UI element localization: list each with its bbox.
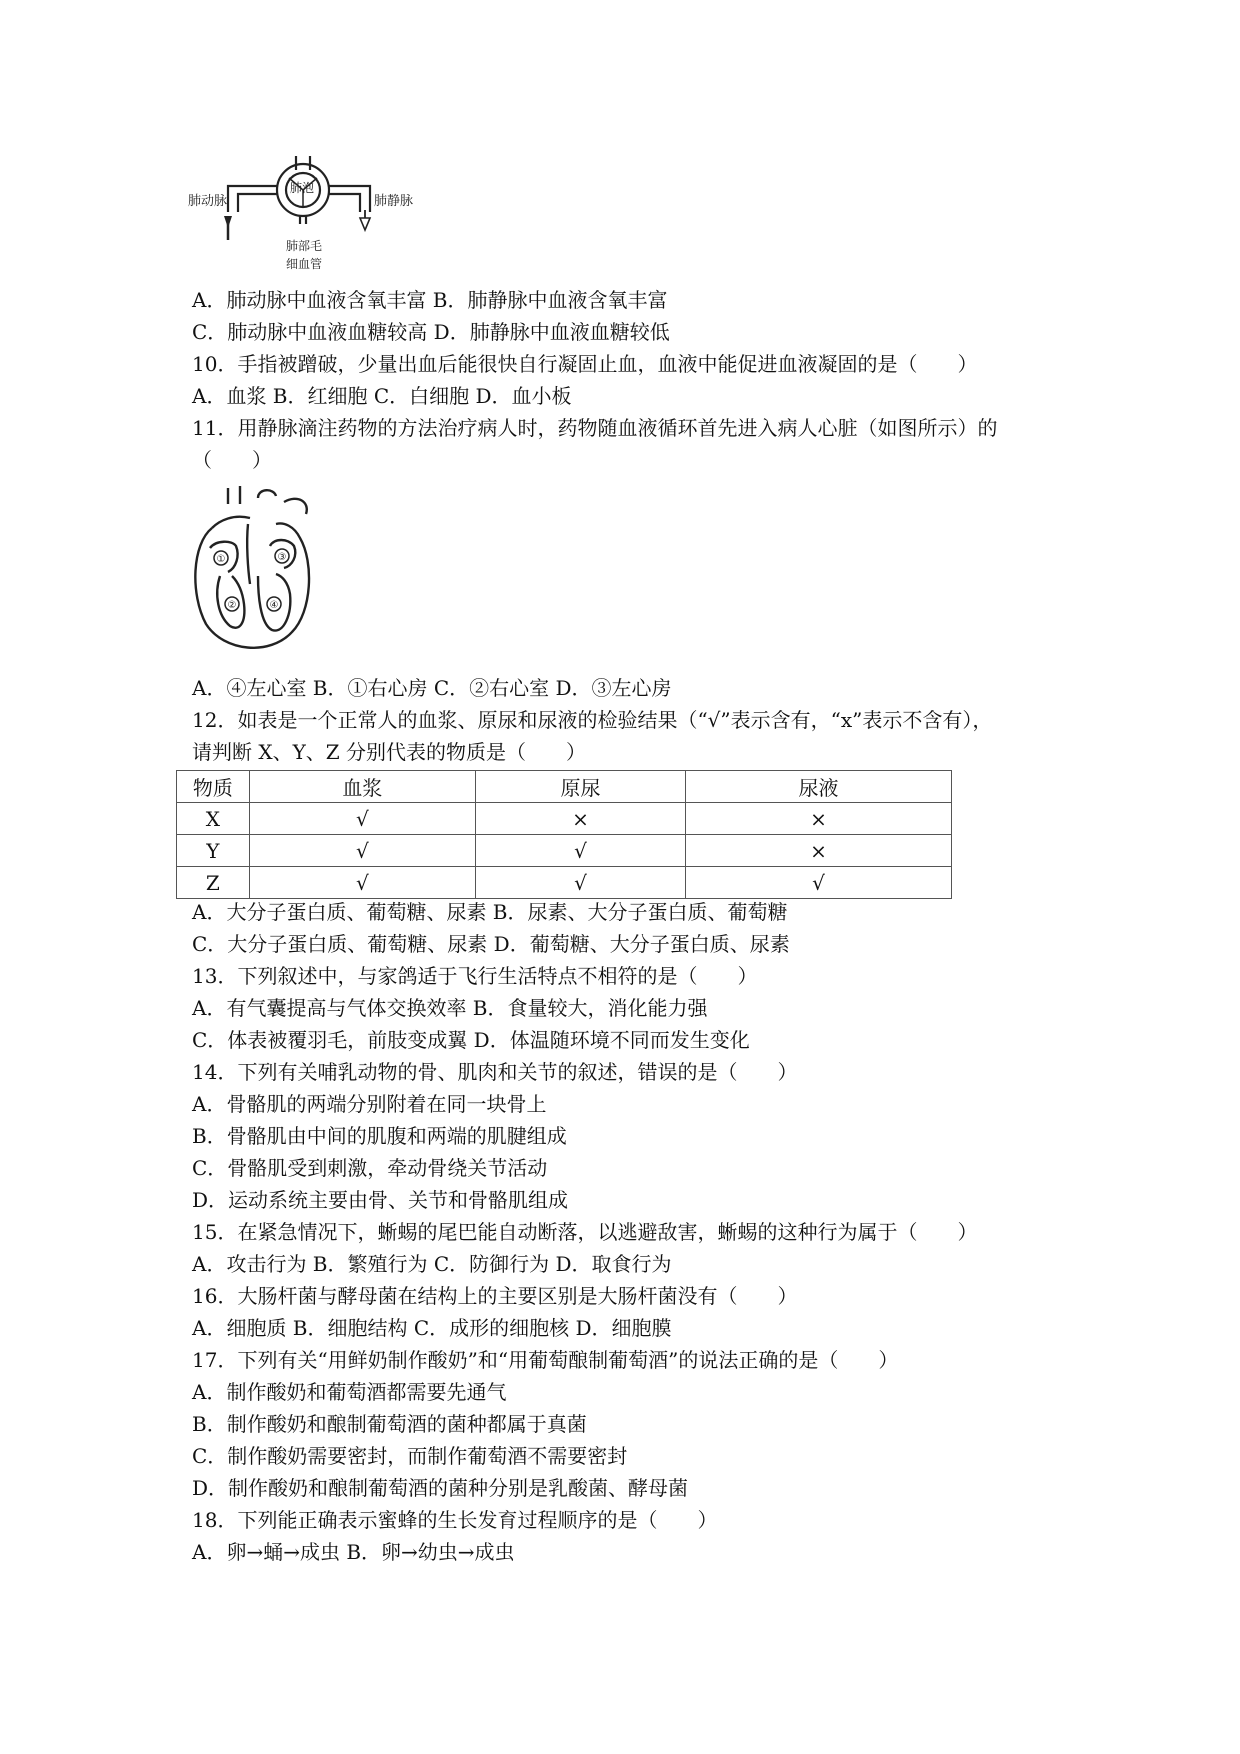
table-row [177, 803, 952, 835]
table-cell: × [686, 835, 952, 867]
q13-stem: 13．下列叙述中，与家鸽适于飞行生活特点不相符的是（ ） [192, 964, 758, 988]
table-cell: √ [249, 803, 475, 835]
q14-option-d: D．运动系统主要由骨、关节和骨骼肌组成 [192, 1188, 569, 1212]
q11-stem-line1: 11．用静脉滴注药物的方法治疗病人时，药物随血液循环首先进入病人心脏（如图所示）的 [192, 416, 998, 440]
table-header-cell: 尿液 [686, 771, 952, 803]
capillary-label-2: 细血管 [286, 257, 323, 271]
pulmonary-artery-label: 肺动脉 [188, 194, 228, 209]
q14-option-b: B．骨骼肌由中间的肌腹和两端的肌腱组成 [192, 1124, 567, 1148]
q9-options-line2: C．肺动脉中血液血糖较高 D．肺静脉中血液血糖较低 [192, 320, 670, 344]
q17-option-b: B．制作酸奶和酿制葡萄酒的菌种都属于真菌 [192, 1412, 587, 1436]
alveolus-label: 肺泡 [290, 181, 315, 195]
heart-label-2: ② [227, 600, 237, 611]
capillary-label-1: 肺部毛 [286, 239, 323, 253]
heart-label-3: ③ [277, 552, 287, 563]
table-cell: Y [177, 835, 250, 867]
table-header-row [177, 771, 952, 803]
q12-options-line2: C．大分子蛋白质、葡萄糖、尿素 D．葡萄糖、大分子蛋白质、尿素 [192, 932, 790, 956]
table-header-cell: 血浆 [249, 771, 475, 803]
table-cell: √ [475, 867, 685, 899]
q12-stem-line1: 12．如表是一个正常人的血浆、原尿和尿液的检验结果（“√”表示含有，“x”表示不含有）， [192, 708, 993, 732]
table-cell: √ [249, 867, 475, 899]
heart-diagram [188, 484, 318, 656]
table-cell: Z [177, 867, 250, 899]
q17-option-a: A．制作酸奶和葡萄酒都需要先通气 [192, 1380, 507, 1404]
q12-options-line1: A．大分子蛋白质、葡萄糖、尿素 B．尿素、大分子蛋白质、葡萄糖 [192, 900, 788, 924]
table-cell: √ [249, 835, 475, 867]
table-header-cell: 原尿 [475, 771, 685, 803]
q17-option-c: C．制作酸奶需要密封，而制作葡萄酒不需要密封 [192, 1444, 628, 1468]
table-cell: × [686, 803, 952, 835]
heart-label-1: ① [216, 554, 226, 565]
pulmonary-vein-label: 肺静脉 [374, 194, 414, 209]
q15-stem: 15．在紧急情况下，蜥蜴的尾巴能自动断落，以逃避敌害，蜥蜴的这种行为属于（ ） [192, 1220, 978, 1244]
q14-option-c: C．骨骼肌受到刺激，牵动骨绕关节活动 [192, 1156, 548, 1180]
q14-stem: 14．下列有关哺乳动物的骨、肌肉和关节的叙述，错误的是（ ） [192, 1060, 798, 1084]
q9-options-line1: A．肺动脉中血液含氧丰富 B．肺静脉中血液含氧丰富 [192, 288, 668, 312]
q11-stem-line2: （ ） [192, 448, 272, 472]
down-arrow-icon [360, 218, 370, 230]
q13-options-line1: A．有气囊提高与气体交换效率 B．食量较大，消化能力强 [192, 996, 708, 1020]
q10-stem: 10．手指被蹭破，少量出血后能很快自行凝固止血，血液中能促进血液凝固的是（ ） [192, 352, 978, 376]
q12-stem-line2: 请判断 X、Y、Z 分别代表的物质是（ ） [192, 740, 587, 764]
q16-options: A．细胞质 B．细胞结构 C．成形的细胞核 D．细胞膜 [192, 1316, 672, 1340]
table-cell: × [475, 803, 685, 835]
table-cell: √ [475, 835, 685, 867]
table-cell: √ [686, 867, 952, 899]
q16-stem: 16．大肠杆菌与酵母菌在结构上的主要区别是大肠杆菌没有（ ） [192, 1284, 798, 1308]
q17-option-d: D．制作酸奶和酿制葡萄酒的菌种分别是乳酸菌、酵母菌 [192, 1476, 689, 1500]
table-row [177, 867, 952, 899]
q18-options: A．卵→蛹→成虫 B．卵→幼虫→成虫 [192, 1540, 515, 1564]
q15-options: A．攻击行为 B．繁殖行为 C．防御行为 D．取食行为 [192, 1252, 672, 1276]
urine-test-table [176, 770, 952, 899]
table-row [177, 835, 952, 867]
q17-stem: 17．下列有关“用鲜奶制作酸奶”和“用葡萄酿制葡萄酒”的说法正确的是（ ） [192, 1348, 899, 1372]
q13-options-line2: C．体表被覆羽毛，前肢变成翼 D．体温随环境不同而发生变化 [192, 1028, 750, 1052]
q18-stem: 18．下列能正确表示蜜蜂的生长发育过程顺序的是（ ） [192, 1508, 718, 1532]
lung-diagram [188, 156, 468, 278]
table-cell: X [177, 803, 250, 835]
heart-figure [188, 484, 318, 656]
lung-circulation-figure [188, 156, 468, 278]
table-header-cell: 物质 [177, 771, 250, 803]
q11-options: A．④左心室 B．①右心房 C．②右心室 D．③左心房 [192, 676, 672, 700]
q10-options: A．血浆 B．红细胞 C．白细胞 D．血小板 [192, 384, 572, 408]
heart-label-4: ④ [269, 600, 279, 611]
q14-option-a: A．骨骼肌的两端分别附着在同一块骨上 [192, 1092, 547, 1116]
